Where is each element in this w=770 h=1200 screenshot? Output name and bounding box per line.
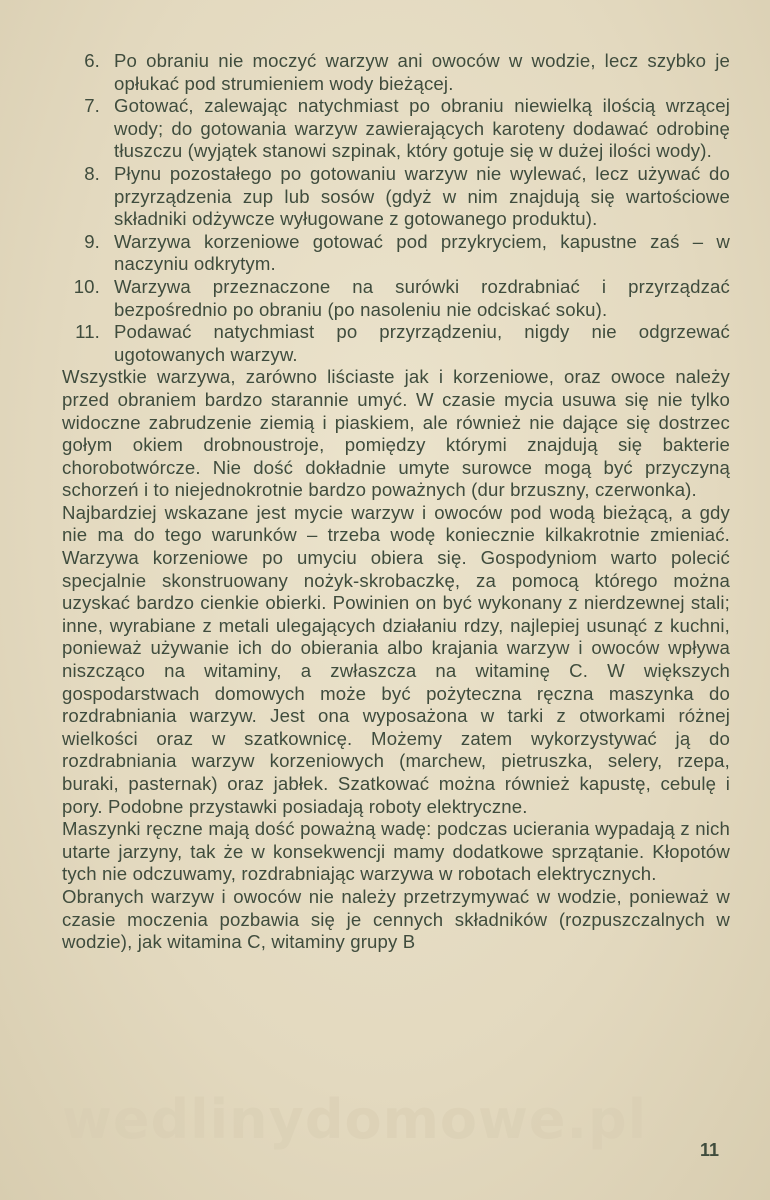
list-item — [62, 276, 730, 321]
list-item — [62, 231, 730, 276]
paragraph: Wszystkie warzywa, zarówno liściaste jak i korzeniowe, oraz owoce należy przed obraniem bardzo starannie umyć. W czasie mycia usuwa się nie tylko widoczne zabrudzenie ziemią i piaskiem, ale również nie dające się dostrzec gołym okiem drobnoustroje, pomiędzy którymi znajdują się bakterie chorobotwórcze. Nie dość dokładnie umyte surowce mogą być przyczyną schorzeń i to niejednokrotnie bardzo poważnych (dur brzuszny, czerwonka). — [62, 366, 730, 501]
page-number: 11 — [700, 1140, 720, 1160]
list-item-number: 8. — [84, 162, 100, 184]
list-item-number: 11. — [75, 321, 100, 343]
list-item-number: 6. — [84, 50, 100, 71]
list-item-number: 7. — [84, 95, 100, 117]
list-item-text: Po obraniu nie moczyć warzyw ani owoców w wodzie, lecz szybko je opłukać pod strumieniem wody bieżącej. — [114, 50, 730, 94]
list-item — [62, 95, 730, 163]
list-item — [62, 321, 730, 366]
watermark: wedlinydomowe.pl — [62, 1088, 648, 1151]
list-item-text: Warzywa korzeniowe gotować pod przykryciem, kapustne zaś – w naczyniu odkrytym. — [114, 230, 730, 275]
page-text — [62, 50, 730, 954]
paragraph: Maszynki ręczne mają dość poważną wadę: podczas ucierania wypadają z nich utarte jarzyny, tak że w konsekwencji mamy dodatkowe sprzątanie. Kłopotów tych nie odczuwamy, rozdrabniając warzywa w robotach elektrycznych. — [62, 818, 730, 885]
list-item — [62, 50, 730, 95]
list-item — [62, 163, 730, 231]
paragraph: Najbardziej wskazane jest mycie warzyw i owoców pod wodą bieżącą, a gdy nie ma do tego warunków – trzeba wodę koniecznie kilkakrotnie zmieniać. Warzywa korzeniowe po umyciu obiera się. Gospodyniom warto polecić specjalnie skonstruowany nożyk-skrobaczkę, za pomocą którego można uzyskać bardzo cienkie obierki. Powinien on być wykonany z nierdzewnej stali; inne, wyrabiane z metali ulegających działaniu rdzy, najlepiej usunąć z kuchni, ponieważ używanie ich do obierania albo krajania warzyw i owoców wpływa niszcząco na witaminy, a zwłaszcza na witaminę C. W większych gospodarstwach domowych może być pożyteczna ręczna maszynka do rozdrabniania warzyw. Jest ona wyposażona w tarki z otworkami różnej wielkości oraz w szatkownicę. Możemy zatem wykorzystywać ją do rozdrabniania warzyw korzeniowych (marchew, pietruszka, selery, rzepa, buraki, pasternak) oraz jabłek. Szatkować można również kapustę, cebulę i pory. Podobne przystawki posiadają roboty elektryczne. — [62, 501, 730, 817]
list-item-text: Płynu pozostałego po gotowaniu warzyw nie wylewać, lecz używać do przyrządzenia zup lub sosów (gdyż w nim znajdują się wartościowe składniki odżywcze wyługowane z gotowanego produktu). — [114, 162, 730, 230]
list-item-number: 10. — [73, 275, 100, 297]
paragraph: Obranych warzyw i owoców nie należy przetrzymywać w wodzie, ponieważ w czasie moczenia pozbawia się je cennych składników (rozpuszczalnych w wodzie), jak witamina C, witaminy grupy B — [62, 885, 730, 953]
list-item-text: Podawać natychmiast po przyrządzeniu, nigdy nie odgrzewać ugotowanych warzyw. — [114, 321, 730, 365]
rules-list — [62, 50, 730, 366]
list-item-number: 9. — [84, 230, 100, 252]
list-item-text: Gotować, zalewając natychmiast po obraniu niewielką ilością wrzącej wody; do gotowania warzyw zawierających karoteny dodawać odrobinę tłuszczu (wyjątek stanowi szpinak, który gotuje się w dużej ilości wody). — [114, 95, 730, 162]
list-item-text: Warzywa przeznaczone na surówki rozdrabniać i przyrządzać bezpośrednio po obraniu (po nasoleniu nie odciskać soku). — [114, 275, 730, 320]
